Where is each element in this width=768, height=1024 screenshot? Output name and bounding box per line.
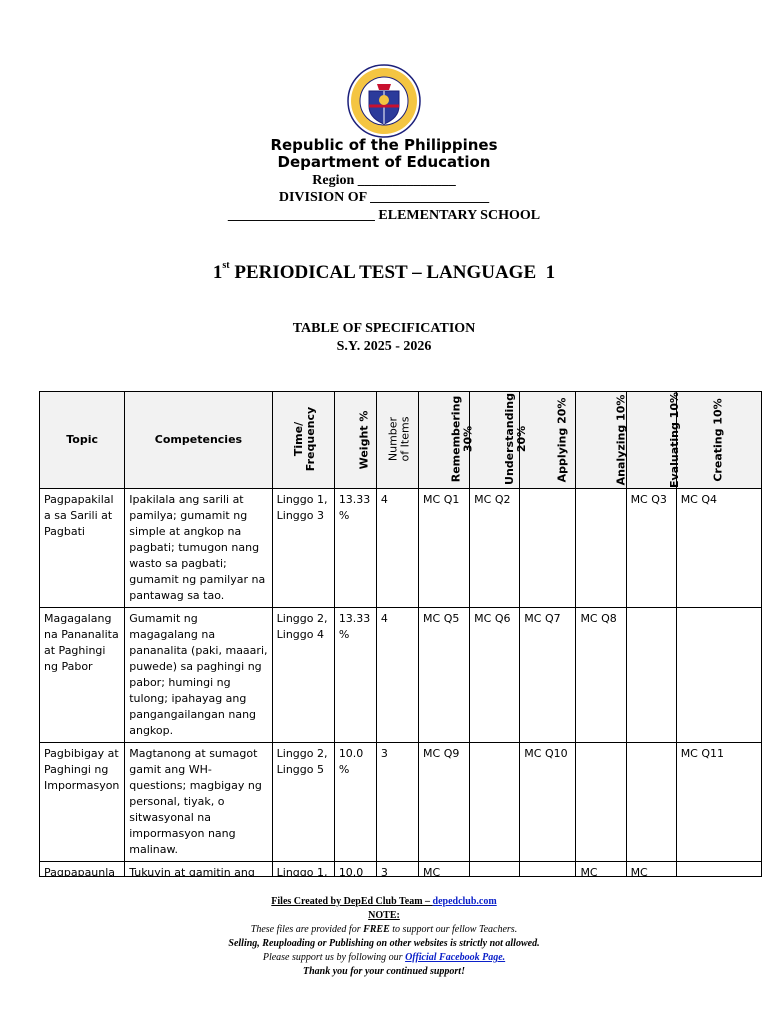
- understanding-cell: MC Q6: [470, 608, 520, 743]
- specification-table: [39, 391, 762, 877]
- header-topic: Topic: [40, 392, 125, 489]
- header-weight: Weight %: [334, 392, 376, 489]
- time-cell: Linggo 2, Linggo 4: [272, 608, 334, 743]
- applying-cell: MC Q10: [520, 743, 576, 862]
- weight-cell: 13.33 %: [334, 608, 376, 743]
- header-understanding: Understanding 20%: [470, 392, 520, 489]
- time-cell: Linggo 1, Linggo 3: [272, 489, 334, 608]
- creating-cell: [676, 608, 761, 743]
- footer-note: NOTE:: [368, 910, 400, 921]
- creating-cell: MC Q11: [676, 743, 761, 862]
- footer-credit: Files Created by DepEd Club Team – depedclub.com: [271, 896, 497, 907]
- header-number-of-items: Number of Items: [376, 392, 418, 489]
- header-applying: Applying 20%: [520, 392, 576, 489]
- republic-heading: Republic of the Philippines: [270, 136, 498, 154]
- time-cell: Linggo 2, Linggo 5: [272, 743, 334, 862]
- remembering-cell: MC Q9: [419, 743, 470, 862]
- understanding-cell: MC Q2: [470, 489, 520, 608]
- table-row: [40, 862, 762, 878]
- facebook-page-link[interactable]: Official Facebook Page.: [405, 952, 506, 963]
- department-heading: Department of Education: [277, 153, 491, 171]
- school-year: S.Y. 2025 - 2026: [336, 339, 432, 354]
- remembering-cell: MC: [419, 862, 470, 878]
- table-of-specification-heading: TABLE OF SPECIFICATION: [292, 321, 476, 336]
- remembering-cell: MC Q5: [419, 608, 470, 743]
- time-cell: Linggo 1,: [272, 862, 334, 878]
- evaluating-cell: [626, 608, 676, 743]
- analyzing-cell: MC Q8: [576, 608, 626, 743]
- items-cell: 3: [376, 862, 418, 878]
- table-row: [40, 608, 762, 743]
- weight-cell: 10.0%: [334, 743, 376, 862]
- items-cell: 4: [376, 608, 418, 743]
- items-cell: 4: [376, 489, 418, 608]
- deped-seal-icon: [347, 64, 421, 138]
- topic-cell: Pagbibigay at Paghingi ng Impormasyon: [40, 743, 125, 862]
- topic-cell: Magagalang na Pananalita at Paghingi ng Pabor: [40, 608, 125, 743]
- analyzing-cell: MC: [576, 862, 626, 878]
- depedclub-link[interactable]: depedclub.com: [432, 896, 497, 907]
- understanding-cell: [470, 862, 520, 878]
- division-line: DIVISION OF _________________: [278, 190, 490, 205]
- competency-cell: Ipakilala ang sarili at pamilya; gumamit ng simple at angkop na pagbati; tumugon nang wasto sa pagbati; gumamit ng pamilyar na pantawag sa tao.: [125, 489, 272, 608]
- competency-cell: Gumamit ng magagalang na pananalita (paki, maaari, puwede) sa paghingi ng pabor; humingi ng tulong; ipahayag ang pangangailangan nang angkop.: [125, 608, 272, 743]
- header-analyzing: Analyzing 10%: [576, 392, 626, 489]
- weight-cell: 10.0: [334, 862, 376, 878]
- footer-line2: Selling, Reuploading or Publishing on other websites is strictly not allowed.: [228, 938, 540, 949]
- test-title: 1st PERIODICAL TEST – LANGUAGE 1: [212, 260, 556, 283]
- region-line: Region ______________: [312, 173, 456, 188]
- applying-cell: [520, 862, 576, 878]
- evaluating-cell: MC: [626, 862, 676, 878]
- footer-line4: Thank you for your continued support!: [303, 966, 465, 977]
- header-evaluating: Evaluating 10%: [626, 392, 676, 489]
- creating-cell: MC Q4: [676, 489, 761, 608]
- competency-cell: Tukuyin at gamitin ang: [125, 862, 272, 878]
- header-time-frequency: Time/ Frequency: [272, 392, 334, 489]
- topic-cell: Pagpapakilala sa Sarili at Pagbati: [40, 489, 125, 608]
- header-remembering: Remembering 30%: [419, 392, 470, 489]
- footer-line3: Please support us by following our Official Facebook Page.: [262, 952, 506, 963]
- analyzing-cell: [576, 743, 626, 862]
- evaluating-cell: MC Q3: [626, 489, 676, 608]
- specification-table-wrapper: [39, 391, 763, 877]
- creating-cell: [676, 862, 761, 878]
- applying-cell: MC Q7: [520, 608, 576, 743]
- table-header-row: [40, 392, 762, 489]
- analyzing-cell: [576, 489, 626, 608]
- table-row: [40, 489, 762, 608]
- items-cell: 3: [376, 743, 418, 862]
- footer-line1: These files are provided for FREE to support our fellow Teachers.: [250, 924, 518, 935]
- remembering-cell: MC Q1: [419, 489, 470, 608]
- evaluating-cell: [626, 743, 676, 862]
- applying-cell: [520, 489, 576, 608]
- table-row: [40, 743, 762, 862]
- weight-cell: 13.33 %: [334, 489, 376, 608]
- header-creating: Creating 10%: [676, 392, 761, 489]
- header-competencies: Competencies: [125, 392, 272, 489]
- table-bottom-border: [39, 876, 762, 877]
- school-line: _____________________ ELEMENTARY SCHOOL: [227, 208, 541, 223]
- topic-cell: Pagpapaunla: [40, 862, 125, 878]
- competency-cell: Magtanong at sumagot gamit ang WH-questions; magbigay ng personal, tiyak, o sitwasyonal na impormasyon nang malinaw.: [125, 743, 272, 862]
- understanding-cell: [470, 743, 520, 862]
